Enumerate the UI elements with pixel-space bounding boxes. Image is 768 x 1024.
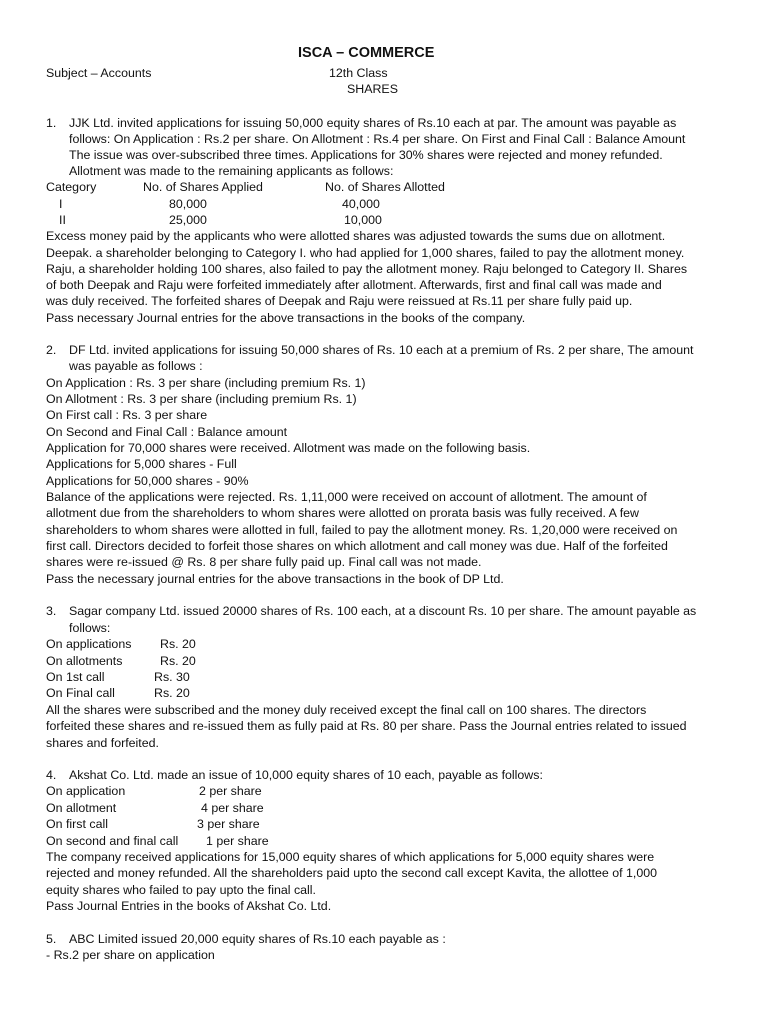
q4-schedule-amount: 4 per share	[201, 801, 264, 815]
q1-line: Allotment was made to the remaining applicants as follows:	[69, 164, 394, 178]
q2-text: Application for 70,000 shares were received. Allotment was made on the following basis.	[46, 441, 531, 455]
q4-text: Pass Journal Entries in the books of Akshat Co. Ltd.	[46, 899, 332, 913]
q2-text: shares were re-issued @ Rs. 8 per share fully paid up. Final call was not made.	[46, 555, 482, 569]
q4-schedule-label: On first call	[46, 817, 108, 831]
q3-text: forfeited these shares and re-issued them as fully paid at Rs. 80 per share. Pass the Journal entries related to issued	[46, 719, 687, 733]
table-cell: 25,000	[169, 213, 207, 227]
q4-schedule-label: On application	[46, 784, 126, 798]
q3-schedule-amount: Rs. 20	[154, 686, 190, 700]
q3-schedule-label: On 1st call	[46, 670, 105, 684]
document-title: ISCA – COMMERCE	[298, 45, 435, 61]
table-header-allotted: No. of Shares Allotted	[325, 180, 445, 194]
topic-label: SHARES	[347, 82, 398, 96]
q3-line: Sagar company Ltd. issued 20000 shares of Rs. 100 each, at a discount Rs. 10 per share. The amount payable as	[69, 604, 697, 618]
q1-text: of both Deepak and Raju were forfeited immediately after allotment. Afterwards, first and final call was made and	[46, 278, 662, 292]
q1-line: follows: On Application : Rs.2 per share. On Allotment : Rs.4 per share. On First and Final Call : Balance Amount	[69, 132, 686, 146]
q3-schedule-amount: Rs. 20	[160, 654, 196, 668]
q3-number: 3.	[46, 604, 57, 618]
q2-text: first call. Directors decided to forfeit those shares on which allotment and call money was due. Half of the forfeited	[46, 539, 668, 553]
table-cell: II	[59, 213, 66, 227]
table-cell: 40,000	[342, 197, 380, 211]
q1-line: JJK Ltd. invited applications for issuing 50,000 equity shares of Rs.10 each at par. The amount was payable as	[69, 116, 677, 130]
q3-line: follows:	[69, 621, 111, 635]
class-label: 12th Class	[329, 66, 388, 80]
q2-text: Pass the necessary journal entries for the above transactions in the book of DP Ltd.	[46, 572, 504, 586]
q1-text: Deepak. a shareholder belonging to Category I. who had applied for 1,000 shares, failed to pay the allotment money.	[46, 246, 685, 260]
q2-text: Balance of the applications were rejected. Rs. 1,11,000 were received on account of allotment. The amount of	[46, 490, 647, 504]
q4-text: equity shares who failed to pay upto the final call.	[46, 883, 317, 897]
q3-schedule-label: On Final call	[46, 686, 115, 700]
q4-schedule-label: On second and final call	[46, 834, 179, 848]
table-cell: I	[59, 197, 63, 211]
q1-text: Raju, a shareholder holding 100 shares, also failed to pay the allotment money. Raju belonged to Category II. Shares	[46, 262, 688, 276]
q5-line: ABC Limited issued 20,000 equity shares of Rs.10 each payable as :	[69, 932, 446, 946]
q2-line: was payable as follows :	[69, 359, 203, 373]
q3-text: shares and forfeited.	[46, 736, 159, 750]
q2-number: 2.	[46, 343, 57, 357]
table-cell: 10,000	[344, 213, 382, 227]
q1-text: Pass necessary Journal entries for the above transactions in the books of the company.	[46, 311, 526, 325]
q4-schedule-label: On allotment	[46, 801, 117, 815]
q4-schedule-amount: 2 per share	[199, 784, 262, 798]
q2-text: Applications for 5,000 shares - Full	[46, 457, 237, 471]
q2-text: allotment due from the shareholders to whom shares were allotted on prorata basis was fully received. A few	[46, 506, 639, 520]
q2-text: On Allotment : Rs. 3 per share (including premium Rs. 1)	[46, 392, 357, 406]
q2-text: On Second and Final Call : Balance amount	[46, 425, 288, 439]
q1-text: was duly received. The forfeited shares of Deepak and Raju were reissued at Rs.11 per share fully paid up.	[46, 294, 633, 308]
q2-text: Applications for 50,000 shares - 90%	[46, 474, 249, 488]
q4-schedule-amount: 1 per share	[206, 834, 269, 848]
table-header-applied: No. of Shares Applied	[143, 180, 263, 194]
q5-text: - Rs.2 per share on application	[46, 948, 215, 962]
q4-number: 4.	[46, 768, 57, 782]
q5-number: 5.	[46, 932, 57, 946]
q2-line: DF Ltd. invited applications for issuing 50,000 shares of Rs. 10 each at a premium of Rs. 2 per share, The amount	[69, 343, 694, 357]
q3-text: All the shares were subscribed and the money duly received except the final call on 100 shares. The directors	[46, 703, 647, 717]
q4-line: Akshat Co. Ltd. made an issue of 10,000 equity shares of 10 each, payable as follows:	[69, 768, 543, 782]
q2-text: On Application : Rs. 3 per share (including premium Rs. 1)	[46, 376, 366, 390]
q3-schedule-amount: Rs. 20	[160, 637, 196, 651]
q4-schedule-amount: 3 per share	[197, 817, 260, 831]
table-header-category: Category	[46, 180, 97, 194]
q2-text: shareholders to whom shares were allotted in full, failed to pay the allotment money. Rs. 1,20,000 were received on	[46, 523, 678, 537]
q3-schedule-amount: Rs. 30	[154, 670, 190, 684]
q3-schedule-label: On applications	[46, 637, 132, 651]
q4-text: The company received applications for 15,000 equity shares of which applications for 5,000 equity shares were	[46, 850, 655, 864]
q1-line: The issue was over-subscribed three times. Applications for 30% shares were rejected and money refunded.	[69, 148, 663, 162]
q4-text: rejected and money refunded. All the shareholders paid upto the second call except Kavita, the allottee of 1,000	[46, 866, 657, 880]
q1-text: Excess money paid by the applicants who were allotted shares was adjusted towards the sums due on allotment.	[46, 229, 666, 243]
q1-number: 1.	[46, 116, 57, 130]
q2-text: On First call : Rs. 3 per share	[46, 408, 208, 422]
q3-schedule-label: On allotments	[46, 654, 123, 668]
subject-label: Subject – Accounts	[46, 66, 152, 80]
table-cell: 80,000	[169, 197, 207, 211]
